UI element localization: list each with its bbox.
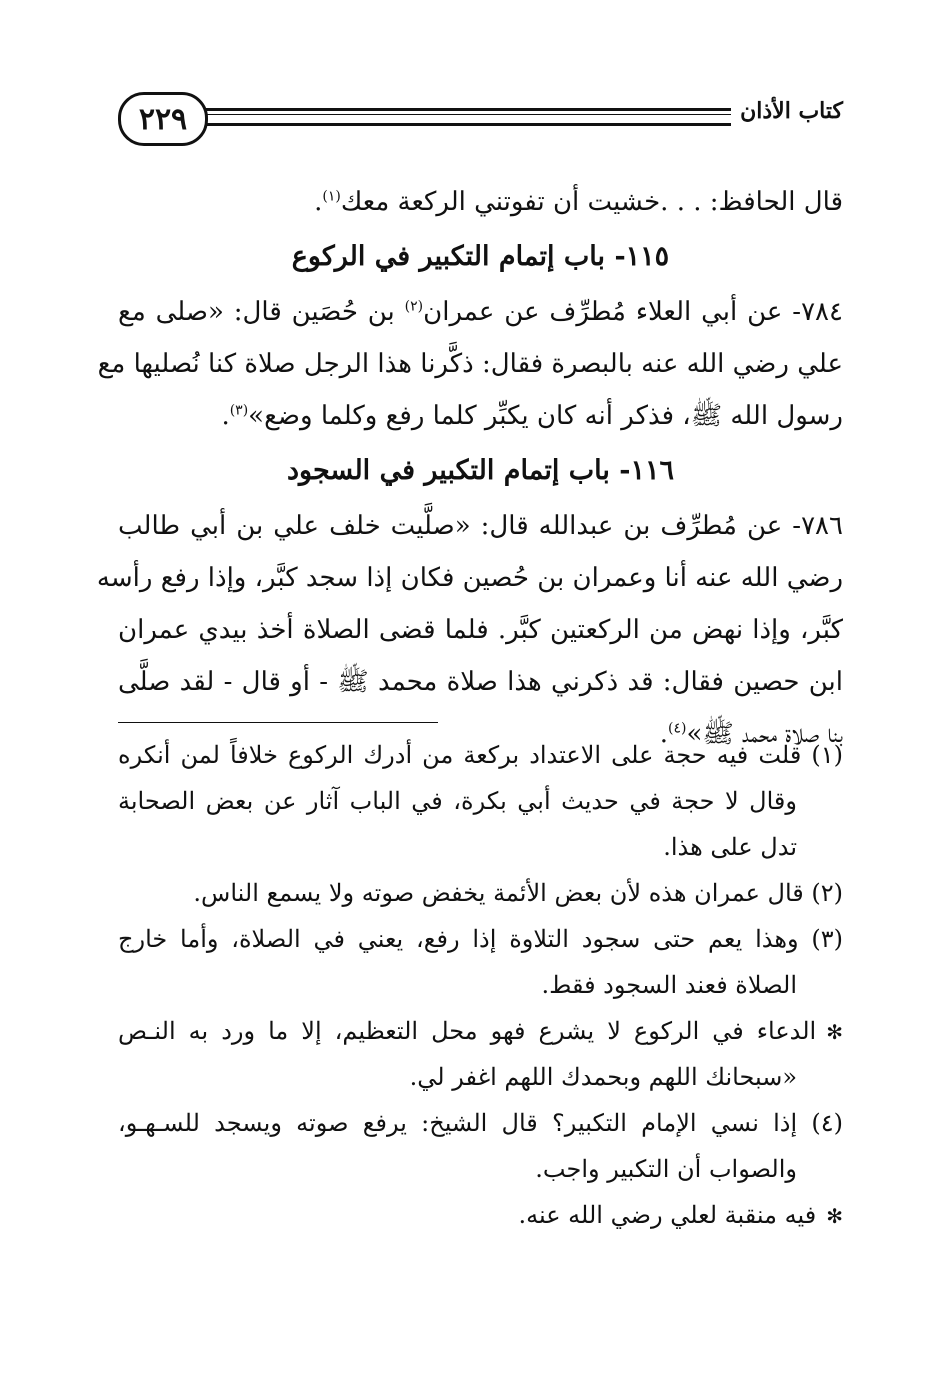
hadith-786-line-1: ٧٨٦- عن مُطرِّف بن عبدالله قال: «صلَّيت خلف علي بن أبي طالب (118, 511, 843, 541)
footnote-ref-4: (٤) (667, 720, 687, 737)
footnote-3-line-1: (٣) وهذا يعم حتى سجود التلاوة إذا رفع، يعني في الصلاة، وأما خارج (118, 925, 843, 953)
hadith-786-text-5: بنا صلاة محمد ﷺ» (686, 719, 843, 749)
footnote-ref-2: (٢) (404, 298, 424, 315)
star-note-1-line-1 (118, 1008, 843, 1054)
footnote-4-line-1: (٤) إذا نسي الإمام التكبير؟ قال الشيخ: يرفع صوته ويسجد للسـهـو، (118, 1109, 843, 1137)
asterisk-icon: ✻ (826, 1204, 843, 1228)
chapter-title: كتاب الأذان (740, 98, 843, 124)
hadith-784-text-1b: بن حُصَين قال: «صلى مع (118, 297, 405, 327)
hadith-786-line-4: ابن حصين فقال: قد ذكرني هذا صلاة محمد ﷺ - أو قال - لقد صلَّى (118, 667, 843, 697)
asterisk-icon: ✻ (826, 1020, 843, 1044)
footnote-3-line-2: الصلاة فعند السجود فقط. (541, 971, 797, 999)
hadith-786-end: . (659, 719, 668, 749)
hadith-784-end: . (221, 401, 230, 431)
hadith-784-text-3: رسول الله ﷺ، فذكر أنه كان يكبِّر كلما رفع وكلما وضع» (248, 401, 843, 431)
hadith-786-line-3: كبَّر، وإذا نهض من الركعتين كبَّر. فلما قضى الصلاة أخذ بيدي عمران (118, 615, 843, 645)
intro-end: . (314, 187, 323, 217)
footnote-ref-1: (١) (322, 188, 341, 205)
footnote-1-line-2: وقال لا حجة في حديث أبي بكرة، في الباب آثار عن بعض الصحابة (118, 787, 797, 815)
hadith-784-line-2: علي رضي الله عنه بالبصرة فقال: ذكَّرنا هذا الرجل صلاة كنا نُصليها مع (97, 349, 843, 379)
header-rule (198, 108, 731, 126)
intro-text: قال الحافظ: . . .خشيت أن تفوتني الركعة معك (340, 187, 843, 217)
intro-line (118, 176, 843, 228)
main-text (96, 176, 843, 760)
hadith-784-line-3 (118, 390, 843, 442)
footnote-4-line-2: والصواب أن التكبير واجب. (535, 1155, 797, 1183)
footnote-ref-3: (٣) (229, 402, 249, 419)
star-note-1-text-1: الدعاء في الركوع لا يشرع فهو محل التعظيم، إلا ما ورد به النـص (118, 1017, 817, 1045)
heading-115: ١١٥- باب إتمام التكبير في الركوع (291, 241, 670, 272)
star-note-2-text: فيه منقبة لعلي رضي الله عنه. (518, 1201, 817, 1229)
footnote-separator (118, 722, 438, 723)
page-number: ٢٢٩ (118, 92, 208, 146)
hadith-786-line-2: رضي الله عنه أنا وعمران بن حُصين فكان إذا سجد كبَّر، وإذا رفع رأسه (96, 563, 843, 593)
footnote-2: (٢) قال عمران هذه لأن بعض الأئمة يخفض صوته ولا يسمع الناس. (193, 879, 843, 907)
hadith-784-text-1: ٧٨٤- عن أبي العلاء مُطرِّف عن عمران (423, 297, 843, 327)
footnote-1-line-3: تدل على هذا. (663, 833, 797, 861)
footnote-1-line-1: (١) قلت فيه حجة على الاعتداد بركعة من أدرك الركوع خلافاً لمن أنكره (118, 741, 843, 769)
page-header (118, 92, 843, 144)
heading-116: ١١٦- باب إتمام التكبير في السجود (286, 455, 675, 486)
hadith-784-line-1 (118, 286, 843, 338)
footnotes (118, 732, 843, 1238)
star-note-2 (118, 1192, 843, 1238)
star-note-1-line-2: «سبحانك اللهم وبحمدك اللهم اغفر لي. (409, 1063, 797, 1091)
